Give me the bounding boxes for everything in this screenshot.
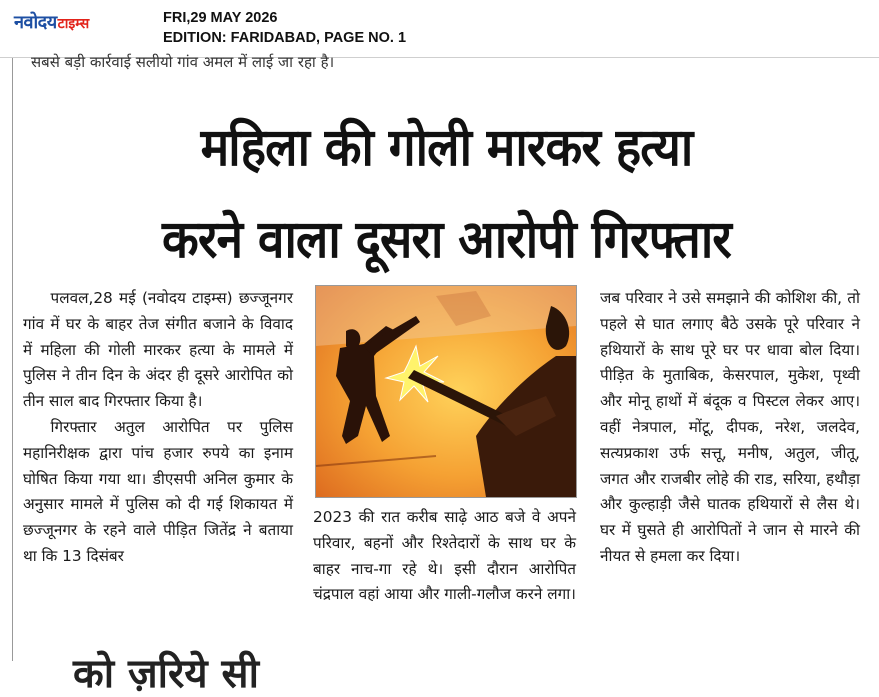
headline-line-2: करने वाला दूसरा आरोपी गिरफ्तार [162, 210, 731, 270]
headline [48, 102, 846, 286]
newspaper-logo [14, 10, 89, 32]
edition-meta [163, 8, 406, 48]
date-line: FRI,29 MAY 2026 [163, 10, 278, 26]
headline-line-1: महिला की गोली मारकर हत्या [200, 118, 693, 178]
col3-paragraph-1: जब परिवार ने उसे समझाने की कोशिश की, तो पहले से घात लगाए बैठे उसके पूरे परिवार ने हथियारों के साथ पूरे घर पर धावा बोल दिया। पीड़ित के मुताबिक, केसरपाल, मुकेश, पृथ्वी और मोनू हाथों में बंदूक व पिस्टल लेकर आए। वहीं नेत्रपाल, मोंटू, दीपक, नरेश, जलदेव, सत्यप्रकाश उर्फ सत्तू, मनीष, अतुल, जीतू, जगत और राजबीर लोहे की राड, सरिया, हथौड़ा और कुल्हाड़ी जैसे घातक हथियारों से लैस थे। घर में घुसते ही आरोपितों ने जान से मारने की नीयत से हमला कर दिया। [600, 289, 860, 565]
col1-paragraph-2: गिरफ्तार अतुल आरोपित पर पुलिस महानिरीक्षक द्वारा पांच हजार रुपये का इनाम घोषित किया गया था। डीएसपी अनिल कुमार के अनुसार मामले में पुलिस को दी गई शिकायत में छज्जूनगर के रहने वाले पीड़ित जितेंद्र ने बताया था कि 13 दिसंबर [23, 417, 293, 565]
logo-sub: टाइम्स [57, 16, 90, 32]
column-1 [23, 286, 293, 666]
col1-paragraph-1: पलवल,28 मई (नवोदय टाइम्स) छज्जूनगर गांव में घर के बाहर तेज संगीत बजाने के विवाद में महिला की गोली मारकर हत्या के मामले में पुलिस ने तीन दिन के अंदर ही दूसरे आरोपित को तीन साल बाद गिरफ्तार किया है। [23, 289, 293, 411]
column-2 [313, 505, 576, 661]
cut-line-top: सबसे बड़ी कार्रवाई सलीयो गांव अमल में लाई जा रहा है। [31, 53, 335, 71]
col2-paragraph-1: 2023 की रात करीब साढ़े आठ बजे वे अपने परिवार, बहनों और रिश्तेदारों के साथ घर के बाहर नाच-गा रहे थे। इसी दौरान आरोपित चंद्रपाल वहां आया और गाली-गलौज करने लगा। [313, 508, 576, 604]
logo-main: नवोदय [14, 12, 57, 33]
masthead-bar [0, 0, 879, 58]
newspaper-clipping [12, 53, 879, 697]
column-3 [600, 286, 860, 661]
edition-line: EDITION: FARIDABAD, PAGE NO. 1 [163, 30, 407, 46]
cut-line-bottom: को ज़रिये सी [73, 651, 259, 697]
gunman-illustration-icon [315, 285, 577, 498]
